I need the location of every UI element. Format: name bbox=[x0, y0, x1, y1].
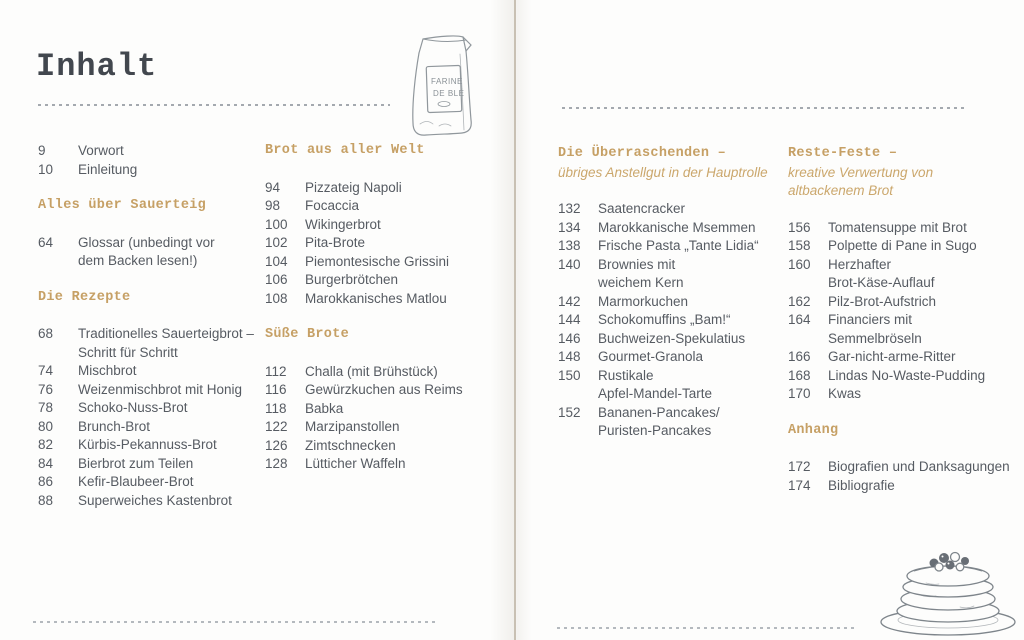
entry-title-line: Kürbis-Pekannuss-Brot bbox=[78, 437, 217, 452]
entry-page-number: 82 bbox=[38, 437, 54, 452]
entry-title bbox=[78, 492, 260, 511]
entry-title bbox=[78, 325, 260, 362]
toc-section bbox=[788, 422, 1022, 496]
dashed-rule bbox=[557, 627, 857, 629]
entry-page-number: 76 bbox=[38, 381, 54, 397]
entry-title bbox=[305, 381, 487, 400]
entry-page-number: 86 bbox=[38, 474, 54, 489]
entry-page-number: 116 bbox=[265, 382, 287, 397]
toc-entry bbox=[38, 362, 260, 381]
toc-column-left-1 bbox=[38, 142, 260, 510]
toc-section bbox=[38, 197, 260, 271]
toc-entry bbox=[558, 404, 786, 441]
entry-title-line: Traditionelles Sauerteigbrot – bbox=[78, 326, 254, 341]
dashed-rule bbox=[38, 104, 390, 106]
entry-title-line: Pizzateig Napoli bbox=[305, 179, 402, 195]
toc-entry bbox=[265, 418, 487, 437]
entry-title bbox=[598, 200, 786, 219]
entry-page-number: 168 bbox=[788, 367, 811, 383]
page-gutter-line bbox=[514, 0, 516, 640]
entry-page-number: 152 bbox=[558, 404, 581, 420]
toc-entry bbox=[558, 237, 786, 256]
entry-title-line: Pilz-Brot-Aufstrich bbox=[828, 293, 937, 309]
entry-title-line: Lindas No-Waste-Pudding bbox=[828, 367, 986, 383]
entry-title-line: Schoko-Nuss-Brot bbox=[78, 400, 188, 415]
entry-title-line: Superweiches Kastenbrot bbox=[78, 492, 232, 508]
entry-title bbox=[598, 311, 786, 330]
entry-title bbox=[305, 455, 487, 474]
toc-entry bbox=[265, 253, 487, 272]
entry-title-line: Brownies mit bbox=[598, 256, 676, 272]
flour-bag-label-line1: FARINE bbox=[431, 77, 463, 86]
toc-entry bbox=[558, 330, 786, 349]
toc-entry bbox=[558, 256, 786, 293]
entry-title bbox=[305, 418, 487, 437]
toc-entry bbox=[38, 234, 260, 271]
entry-title bbox=[78, 436, 260, 455]
entry-page-number: 142 bbox=[558, 293, 581, 309]
entry-page-number: 80 bbox=[38, 418, 54, 434]
entry-title bbox=[598, 330, 786, 349]
entry-title bbox=[78, 142, 260, 161]
section-heading: Die Rezepte bbox=[38, 289, 131, 305]
entry-title bbox=[78, 473, 260, 492]
entry-title bbox=[305, 290, 487, 309]
entry-page-number: 146 bbox=[558, 330, 581, 346]
entry-page-number: 94 bbox=[265, 179, 281, 195]
entry-title-line: Puristen-Pancakes bbox=[598, 423, 712, 438]
entry-title bbox=[78, 362, 260, 381]
toc-entry bbox=[38, 492, 260, 511]
entry-title bbox=[78, 399, 260, 418]
entry-title bbox=[305, 437, 487, 456]
section-head bbox=[38, 197, 260, 216]
toc-entry bbox=[265, 271, 487, 290]
entry-title bbox=[598, 237, 786, 256]
toc-entry bbox=[558, 348, 786, 367]
entry-title-line: Tomatensuppe mit Brot bbox=[828, 219, 967, 235]
section-heading: Anhang bbox=[788, 422, 839, 438]
entry-page-number: 112 bbox=[265, 363, 287, 379]
toc-column-right-1 bbox=[558, 145, 786, 441]
section-subheading: übriges Anstellgut in der Hauptrolle bbox=[558, 164, 768, 180]
entry-title-line: Frische Pasta „Tante Lidia“ bbox=[598, 238, 759, 253]
entry-page-number: 144 bbox=[558, 312, 581, 327]
entry-title-line: Kwas bbox=[828, 386, 862, 401]
toc-entry bbox=[558, 367, 786, 404]
entry-title-line: Saatencracker bbox=[598, 201, 686, 216]
entry-title-line: Marokkanisches Matlou bbox=[305, 290, 447, 306]
toc-section bbox=[38, 142, 260, 179]
entry-title bbox=[828, 458, 1022, 477]
entry-title bbox=[78, 161, 260, 180]
entry-title-line: Bierbrot zum Teilen bbox=[78, 455, 194, 471]
toc-entry bbox=[265, 216, 487, 235]
toc-entry bbox=[265, 234, 487, 253]
entry-page-number: 174 bbox=[788, 477, 811, 493]
entry-list bbox=[38, 325, 260, 510]
toc-section bbox=[558, 145, 786, 441]
entry-title-line: Apfel-Mandel-Tarte bbox=[598, 386, 713, 401]
section-subheading: kreative Verwertung von bbox=[788, 164, 934, 180]
entry-list bbox=[788, 219, 1022, 404]
entry-page-number: 156 bbox=[788, 219, 811, 235]
toc-entry bbox=[38, 142, 260, 161]
toc-section bbox=[38, 289, 260, 511]
entry-page-number: 88 bbox=[38, 492, 54, 508]
toc-entry bbox=[265, 290, 487, 309]
pancake-stack-sketch bbox=[876, 543, 1024, 640]
entry-page-number: 104 bbox=[265, 253, 288, 269]
entry-title-line: Marmorkuchen bbox=[598, 293, 689, 309]
entry-page-number: 164 bbox=[788, 312, 811, 327]
entry-title-line: dem Backen lesen!) bbox=[78, 253, 198, 268]
entry-title-line: Kefir-Blaubeer-Brot bbox=[78, 474, 194, 489]
entry-title bbox=[305, 179, 487, 198]
entry-page-number: 128 bbox=[265, 456, 288, 471]
toc-entry bbox=[788, 311, 1022, 348]
entry-title bbox=[78, 455, 260, 474]
entry-title bbox=[828, 256, 1022, 293]
entry-title-line: Gar-nicht-arme-Ritter bbox=[828, 349, 956, 364]
toc-entry bbox=[788, 348, 1022, 367]
toc-entry bbox=[265, 455, 487, 474]
section-heading: Brot aus aller Welt bbox=[265, 143, 425, 158]
toc-entry bbox=[265, 400, 487, 419]
entry-title bbox=[305, 197, 487, 216]
entry-title-line: Vorwort bbox=[78, 143, 124, 158]
entry-title bbox=[828, 311, 1022, 348]
section-head bbox=[38, 289, 260, 308]
toc-entry bbox=[788, 237, 1022, 256]
entry-title bbox=[828, 348, 1022, 367]
entry-title bbox=[305, 253, 487, 272]
entry-title-line: Babka bbox=[305, 400, 344, 416]
entry-title-line: Bibliografie bbox=[828, 477, 895, 493]
entry-page-number: 118 bbox=[265, 400, 287, 416]
toc-column-right-2 bbox=[788, 145, 1022, 495]
entry-title-line: Herzhafter bbox=[828, 256, 892, 272]
toc-entry bbox=[788, 219, 1022, 238]
entry-title-line: Focaccia bbox=[305, 198, 360, 213]
flour-bag-sketch bbox=[400, 26, 484, 144]
entry-page-number: 78 bbox=[38, 400, 54, 415]
entry-title bbox=[78, 381, 260, 400]
entry-title bbox=[305, 234, 487, 253]
entry-page-number: 166 bbox=[788, 349, 811, 364]
toc-entry bbox=[38, 418, 260, 437]
toc-entry bbox=[788, 458, 1022, 477]
toc-entry bbox=[38, 325, 260, 362]
toc-section bbox=[788, 145, 1022, 404]
entry-title-line: Bananen-Pancakes/ bbox=[598, 404, 720, 420]
entry-title-line: Brunch-Brot bbox=[78, 418, 151, 434]
entry-page-number: 132 bbox=[558, 201, 581, 216]
toc-entry bbox=[38, 381, 260, 400]
toc-section bbox=[265, 326, 487, 474]
toc-entry bbox=[38, 399, 260, 418]
toc-entry bbox=[558, 293, 786, 312]
entry-title-line: Pita-Brote bbox=[305, 235, 366, 250]
toc-entry bbox=[38, 436, 260, 455]
entry-title-line: Financiers mit bbox=[828, 312, 913, 327]
flour-bag-label-line2: DE BLÉ bbox=[433, 89, 465, 98]
entry-title-line: Weizenmischbrot mit Honig bbox=[78, 381, 243, 397]
entry-page-number: 160 bbox=[788, 256, 811, 272]
entry-list bbox=[788, 458, 1022, 495]
entry-title bbox=[828, 367, 1022, 386]
entry-title bbox=[598, 404, 786, 441]
toc-entry bbox=[788, 477, 1022, 496]
section-head bbox=[265, 326, 487, 345]
section-subheading: altbackenem Brot bbox=[788, 183, 894, 198]
entry-page-number: 9 bbox=[38, 143, 46, 158]
entry-title bbox=[78, 418, 260, 437]
entry-title-line: Polpette di Pane in Sugo bbox=[828, 238, 977, 253]
entry-title-line: Glossar (unbedingt vor bbox=[78, 234, 215, 250]
toc-entry bbox=[265, 179, 487, 198]
entry-title bbox=[598, 219, 786, 238]
page-title: Inhalt bbox=[36, 48, 158, 85]
dashed-rule bbox=[562, 107, 965, 109]
page-gutter-shadow bbox=[516, 0, 532, 640]
entry-page-number: 140 bbox=[558, 256, 581, 272]
entry-list bbox=[558, 200, 786, 441]
entry-title bbox=[305, 400, 487, 419]
entry-title-line: Einleitung bbox=[78, 161, 138, 177]
entry-title-line: Schritt für Schritt bbox=[78, 344, 178, 360]
entry-title bbox=[828, 237, 1022, 256]
toc-entry bbox=[265, 381, 487, 400]
entry-page-number: 64 bbox=[38, 234, 54, 250]
entry-list bbox=[265, 363, 487, 474]
section-heading: Die Überraschenden – bbox=[558, 146, 727, 161]
entry-title-line: Zimtschnecken bbox=[305, 437, 396, 453]
entry-title-line: Marokkanische Msemmen bbox=[598, 219, 756, 235]
entry-title bbox=[598, 293, 786, 312]
entry-list bbox=[38, 234, 260, 271]
page-gutter-shadow bbox=[490, 0, 514, 640]
entry-page-number: 158 bbox=[788, 238, 811, 253]
toc-entry bbox=[265, 363, 487, 382]
toc-entry bbox=[265, 437, 487, 456]
entry-title bbox=[598, 256, 786, 293]
toc-entry bbox=[558, 311, 786, 330]
toc-entry bbox=[38, 161, 260, 180]
toc-column-left-2 bbox=[265, 142, 487, 474]
toc-entry bbox=[38, 473, 260, 492]
entry-page-number: 138 bbox=[558, 238, 581, 253]
entry-title bbox=[828, 477, 1022, 496]
entry-title-line: Marzipanstollen bbox=[305, 419, 400, 434]
entry-title bbox=[828, 385, 1022, 404]
entry-title bbox=[598, 348, 786, 367]
entry-list bbox=[265, 179, 487, 309]
entry-page-number: 162 bbox=[788, 293, 811, 309]
toc-entry bbox=[265, 197, 487, 216]
entry-title-line: Mischbrot bbox=[78, 363, 137, 378]
toc-entry bbox=[788, 256, 1022, 293]
entry-page-number: 148 bbox=[558, 349, 581, 364]
entry-title-line: Buchweizen-Spekulatius bbox=[598, 330, 746, 346]
entry-page-number: 102 bbox=[265, 235, 288, 250]
entry-page-number: 170 bbox=[788, 386, 811, 401]
entry-page-number: 172 bbox=[788, 459, 811, 474]
entry-page-number: 68 bbox=[38, 326, 54, 341]
dashed-rule bbox=[33, 621, 437, 623]
entry-title-line: Burgerbrötchen bbox=[305, 272, 399, 287]
entry-page-number: 10 bbox=[38, 161, 54, 177]
entry-title-line: Biografien und Danksagungen bbox=[828, 459, 1010, 474]
entry-page-number: 150 bbox=[558, 367, 581, 383]
toc-section bbox=[265, 142, 487, 308]
entry-title-line: Piemontesische Grissini bbox=[305, 253, 450, 269]
entry-title-line: Brot-Käse-Auflauf bbox=[828, 275, 935, 290]
toc-entry bbox=[788, 367, 1022, 386]
entry-page-number: 84 bbox=[38, 455, 54, 471]
entry-page-number: 108 bbox=[265, 290, 288, 306]
entry-page-number: 98 bbox=[265, 198, 281, 213]
entry-title-line: Schokomuffins „Bam!“ bbox=[598, 312, 731, 327]
entry-page-number: 74 bbox=[38, 363, 54, 378]
entry-title-line: Challa (mit Brühstück) bbox=[305, 363, 438, 379]
section-heading: Alles über Sauerteig bbox=[38, 198, 207, 213]
entry-title bbox=[828, 293, 1022, 312]
entry-title-line: Gourmet-Granola bbox=[598, 349, 704, 364]
entry-title bbox=[305, 271, 487, 290]
entry-title-line: weichem Kern bbox=[598, 275, 684, 290]
section-head bbox=[788, 145, 1022, 201]
entry-title-line: Semmelbröseln bbox=[828, 330, 922, 346]
entry-page-number: 122 bbox=[265, 419, 288, 434]
section-heading: Reste-Feste – bbox=[788, 146, 898, 161]
entry-title-line: Gewürzkuchen aus Reims bbox=[305, 382, 463, 397]
entry-title bbox=[78, 234, 260, 271]
toc-entry bbox=[788, 293, 1022, 312]
entry-title bbox=[598, 367, 786, 404]
entry-title bbox=[828, 219, 1022, 238]
entry-title-line: Wikingerbrot bbox=[305, 216, 381, 232]
entry-list bbox=[38, 142, 260, 179]
entry-title bbox=[305, 363, 487, 382]
section-head bbox=[788, 422, 1022, 441]
entry-title-line: Lütticher Waffeln bbox=[305, 456, 406, 471]
section-heading: Süße Brote bbox=[265, 327, 350, 342]
toc-entry bbox=[38, 455, 260, 474]
entry-title-line: Rustikale bbox=[598, 367, 654, 383]
entry-page-number: 106 bbox=[265, 272, 288, 287]
section-head bbox=[558, 145, 786, 182]
toc-entry bbox=[558, 219, 786, 238]
entry-page-number: 126 bbox=[265, 437, 288, 453]
entry-page-number: 134 bbox=[558, 219, 581, 235]
toc-entry bbox=[558, 200, 786, 219]
toc-entry bbox=[788, 385, 1022, 404]
section-head bbox=[265, 142, 487, 161]
entry-title bbox=[305, 216, 487, 235]
entry-page-number: 100 bbox=[265, 216, 288, 232]
